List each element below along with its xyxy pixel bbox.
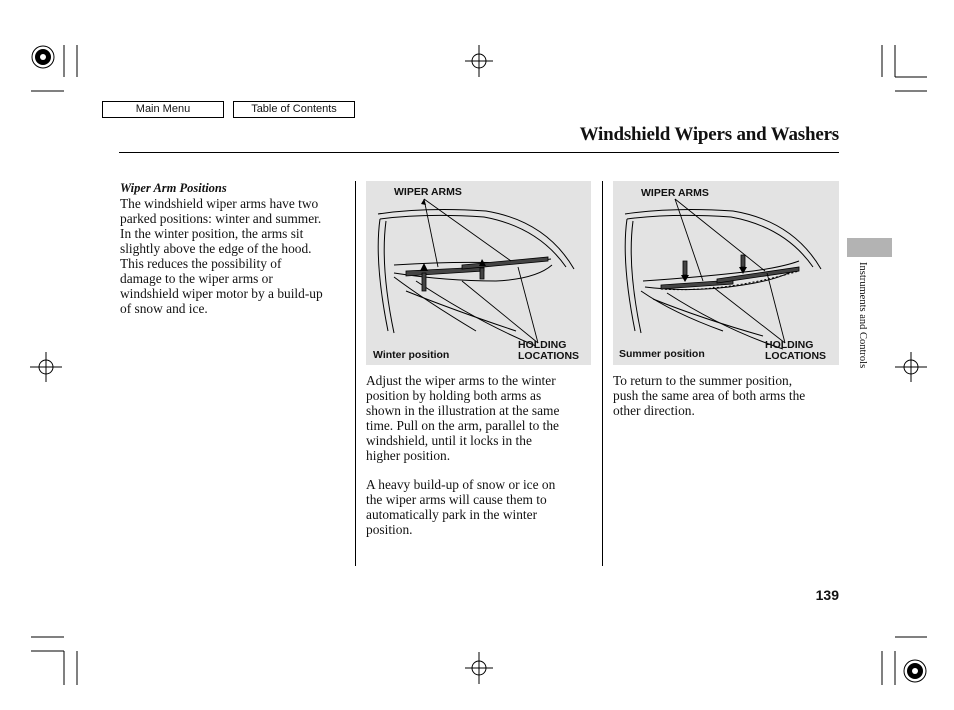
- text-line: The windshield wiper arms have two: [120, 196, 319, 211]
- locations-label: LOCATIONS: [765, 350, 827, 362]
- table-of-contents-button[interactable]: Table of Contents: [233, 101, 355, 118]
- left-column: [120, 181, 352, 316]
- text-line: slightly above the edge of the hood.: [120, 241, 312, 256]
- text-line: Adjust the wiper arms to the winter: [366, 373, 556, 388]
- text-line: To return to the summer position,: [613, 373, 793, 388]
- wiper-arms-label: WIPER ARMS: [641, 187, 709, 199]
- title-rule: [119, 152, 839, 153]
- right-paragraph-1: [613, 373, 843, 418]
- position-label: Summer position: [619, 348, 705, 360]
- main-menu-button[interactable]: Main Menu: [102, 101, 224, 118]
- text-line: This reduces the possibility of: [120, 256, 282, 271]
- windshield-drawing-winter: [366, 181, 591, 365]
- section-tab-label: Instruments and Controls: [857, 262, 868, 369]
- middle-paragraph-2: [366, 477, 598, 537]
- text-line: time. Pull on the arm, parallel to the: [366, 418, 560, 433]
- text-line: automatically park in the winter: [366, 507, 538, 522]
- starburst-mark-bottom-right: [904, 660, 926, 682]
- column-divider-2: [602, 181, 603, 566]
- text-line: damage to the wiper arms or: [120, 271, 273, 286]
- text-line: parked positions: winter and summer.: [120, 211, 322, 226]
- section-subheading: Wiper Arm Positions: [120, 181, 227, 195]
- position-label: Winter position: [373, 349, 450, 361]
- text-line: windshield, until it locks in the: [366, 433, 532, 448]
- text-line: A heavy build-up of snow or ice on: [366, 477, 556, 492]
- wiper-arms-label: WIPER ARMS: [394, 186, 462, 198]
- text-line: push the same area of both arms the: [613, 388, 806, 403]
- column-divider-1: [355, 181, 356, 566]
- text-line: of snow and ice.: [120, 301, 208, 316]
- winter-position-illustration: [366, 181, 591, 365]
- text-line: higher position.: [366, 448, 451, 463]
- text-line: windshield wiper motor by a build-up: [120, 286, 323, 301]
- page-number: 139: [815, 587, 839, 603]
- locations-label: LOCATIONS: [518, 350, 580, 362]
- page-title: Windshield Wipers and Washers: [579, 124, 839, 145]
- text-line: position by holding both arms as: [366, 388, 542, 403]
- holding-label: HOLDING: [765, 339, 814, 351]
- holding-label: HOLDING: [518, 339, 567, 351]
- text-line: other direction.: [613, 403, 695, 418]
- middle-paragraph-1: [366, 373, 598, 463]
- starburst-mark-top-left: [32, 46, 54, 68]
- text-line: In the winter position, the arms sit: [120, 226, 304, 241]
- text-line: position.: [366, 522, 413, 537]
- windshield-drawing-summer: [613, 181, 839, 365]
- left-paragraph: [120, 196, 352, 316]
- text-line: the wiper arms will cause them to: [366, 492, 547, 507]
- text-line: shown in the illustration at the same: [366, 403, 560, 418]
- summer-position-illustration: [613, 181, 839, 365]
- section-tab-marker[interactable]: [847, 238, 892, 257]
